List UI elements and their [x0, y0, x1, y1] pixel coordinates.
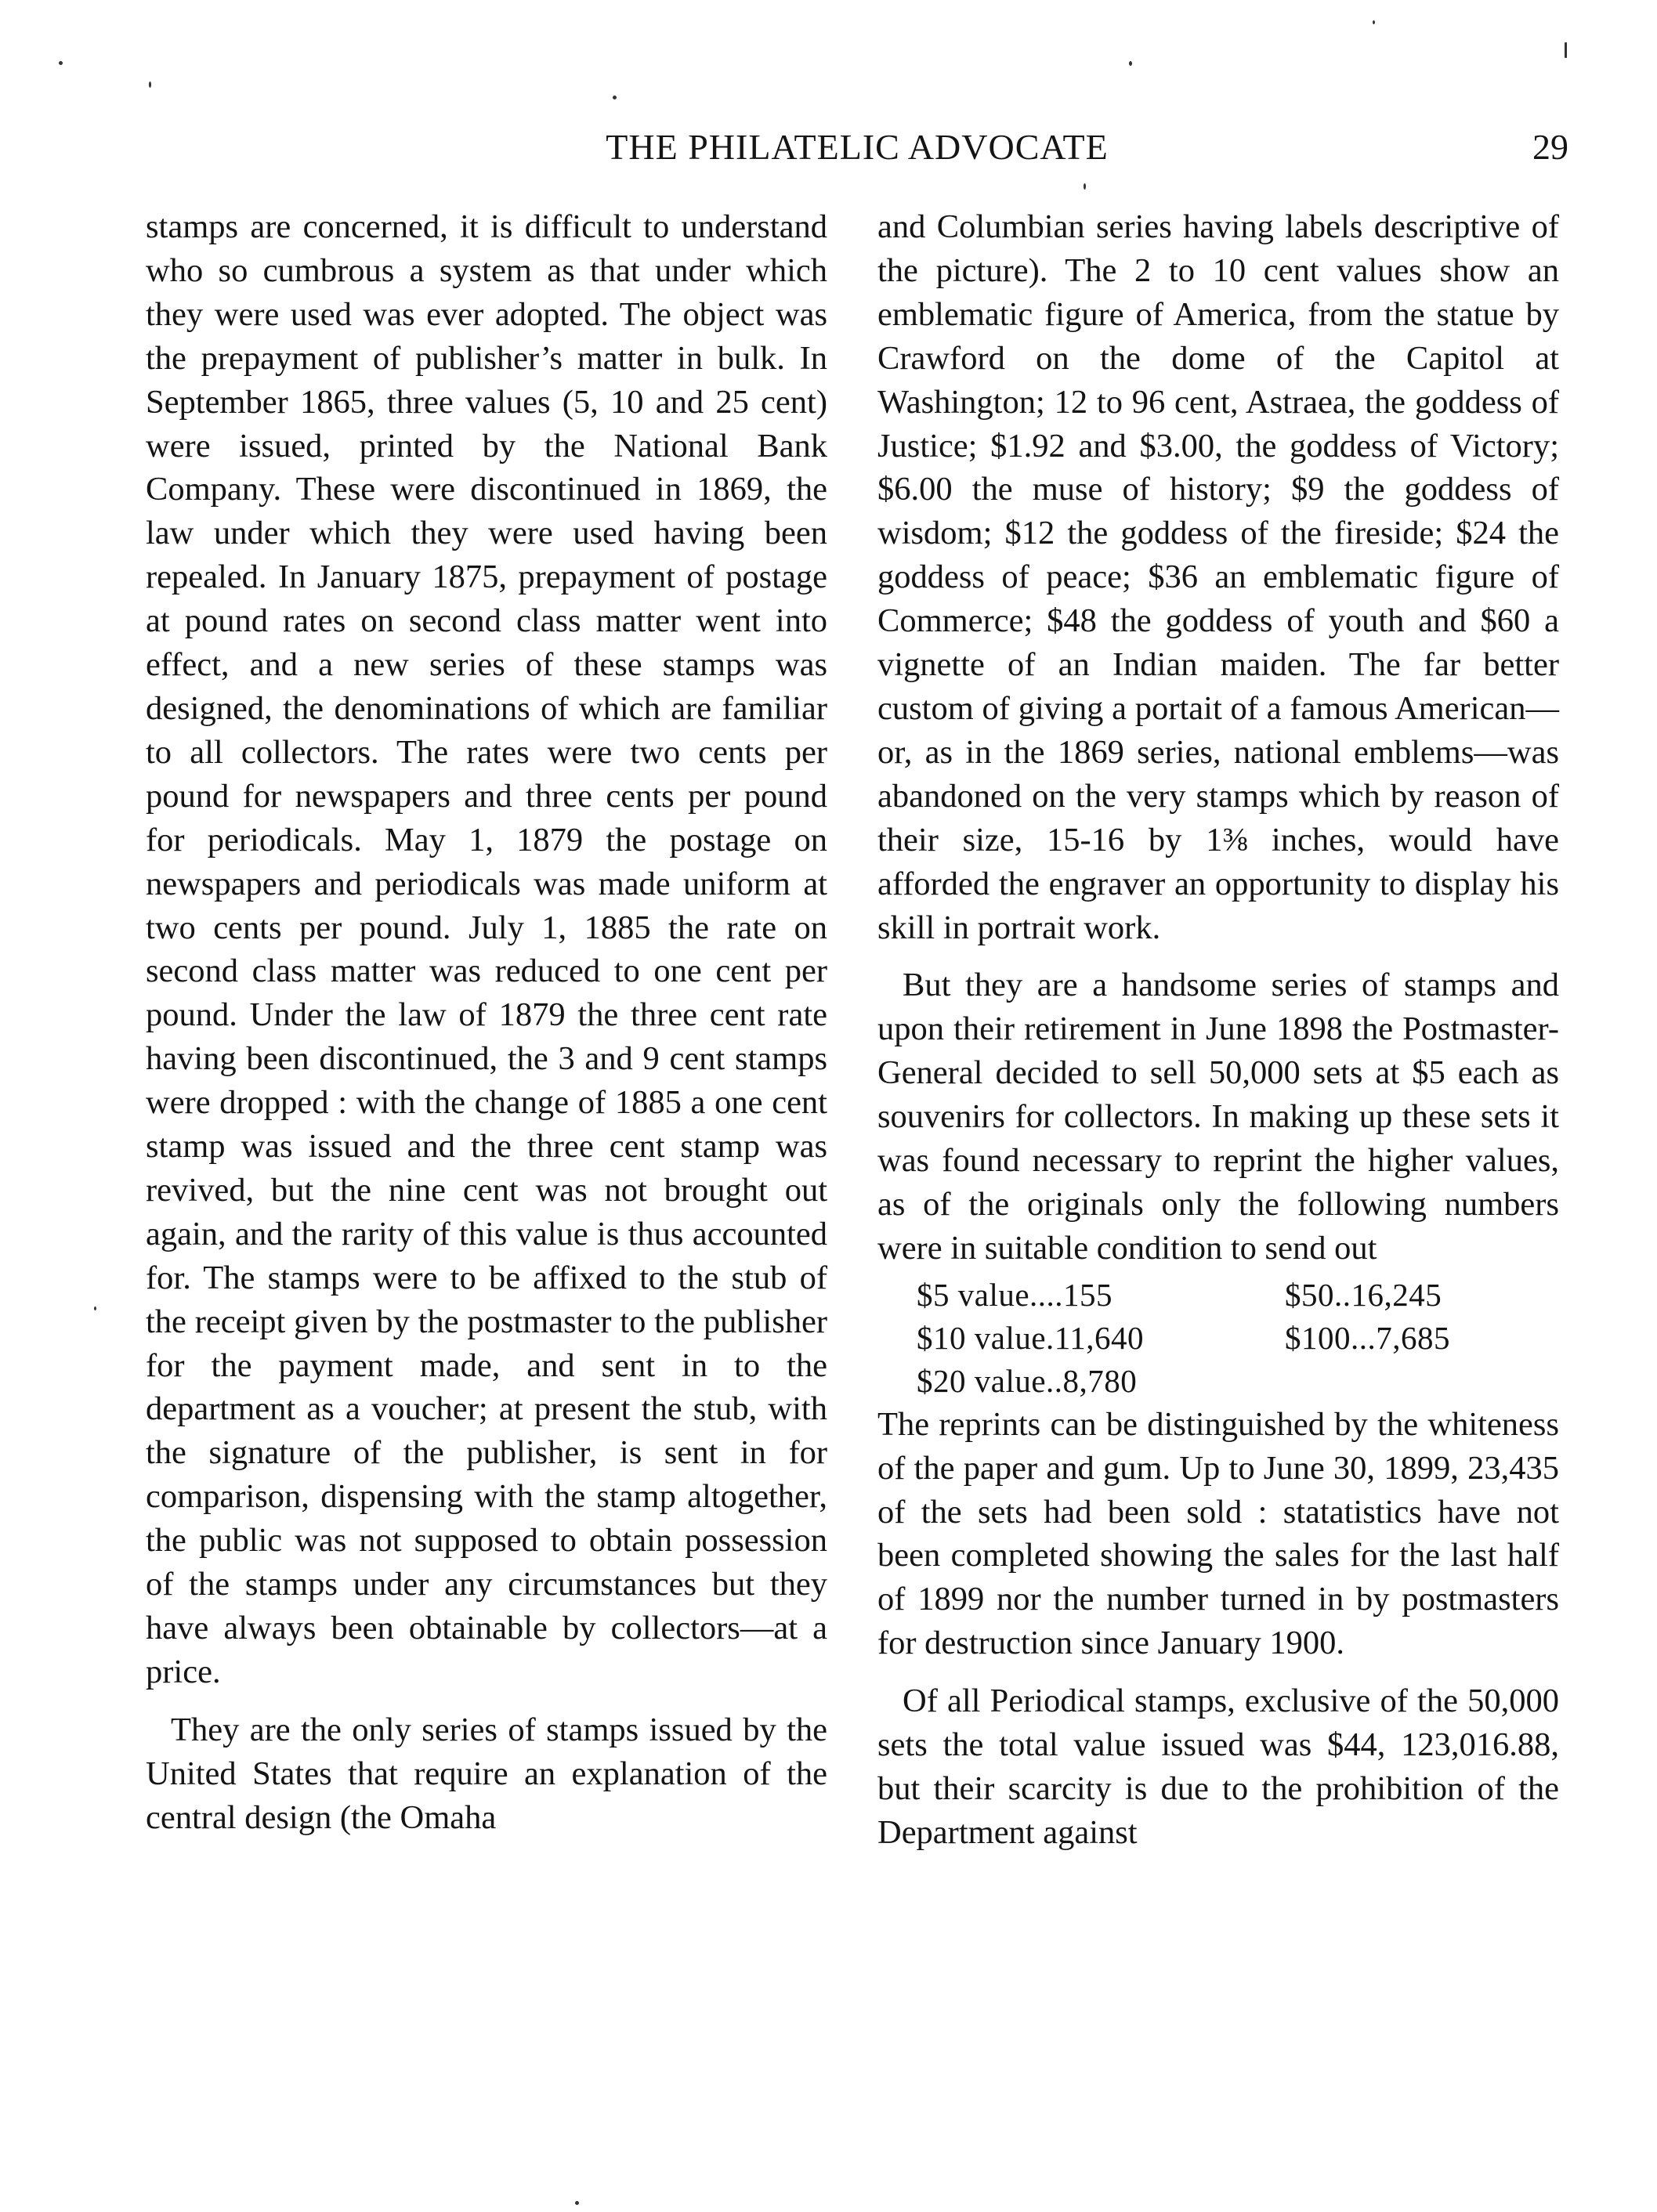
page-number: 29 [1532, 127, 1568, 167]
paragraph: Of all Periodical stamps, exclusive of the 50,000 sets the total value issued was $44, 123,016.88, but their scarcity is due to the prohibition of the Department against [877, 1682, 1559, 1851]
print-speck [1565, 42, 1567, 58]
print-speck [149, 81, 151, 88]
price-row [877, 1317, 1559, 1360]
price-entry: $100...7,685 [1285, 1319, 1450, 1356]
price-entry [1285, 1360, 1559, 1403]
price-entry: $5 value....155 [917, 1276, 1113, 1313]
price-entry: $10 value.11,640 [917, 1319, 1145, 1356]
print-speck [575, 2201, 579, 2205]
price-entry: $20 value..8,780 [917, 1362, 1138, 1399]
reprint-price-table [877, 1274, 1559, 1403]
print-speck [59, 61, 63, 65]
price-row [877, 1274, 1559, 1317]
print-speck [613, 96, 617, 99]
paragraph: The reprints can be distinguished by the whiteness of the paper and gum. Up to June 30, 1899, 23,435 of the sets had been sold : statatistics have not been completed showing the sales for the last half of 1899 nor the number turned in by postmasters for destruction since January 1900. [877, 1405, 1559, 1662]
paragraph: and Columbian series having labels descriptive of the picture). The 2 to 10 cent values show an emblematic figure of America, from the statue by Crawford on the dome of the Capitol at Washington; 12 to 96 cent, Astraea, the goddess of Justice; $1.92 and $3.00, the goddess of Victory; $6.00 the muse of history; $9 the goddess of wisdom; $12 the goddess of the fireside; $24 the goddess of peace; $36 an emblematic figure of Commerce; $48 the goddess of youth and $60 a vignette of an Indian maiden. The far better custom of giving a portait of a famous American—or, as in the 1869 series, national emblems—was abandoned on the very stamps which by reason of their size, 15-16 by 1⅜ inches, would have afforded the engraver an opportunity to display his skill in portrait work. [877, 208, 1559, 946]
print-speck [1084, 183, 1086, 190]
paragraph: But they are a handsome series of stamps and upon their retirement in June 1898 the Postmaster-General decided to sell 50,000 sets at $5 each as souvenirs for collectors. In making up these sets it was found necessary to reprint the higher values, as of the originals only the following numbers were in suitable condition to send out [877, 967, 1559, 1267]
price-entry: $50..16,245 [1285, 1276, 1442, 1313]
paragraph: stamps are concerned, it is difficult to understand who so cumbrous a system as that under which they were used was ever adopted. The object was the prepayment of publisher’s matter in bulk. In September 1865, three values (5, 10 and 25 cent) were issued, printed by the National Bank Company. These were discontinued in 1869, the law under which they were used having been repealed. In January 1875, prepayment of postage at pound rates on second class matter went into effect, and a new series of these stamps was designed, the denominations of which are familiar to all collectors. The rates were two cents per pound for newspapers and three cents per pound for periodicals. May 1, 1879 the postage on newspapers and periodicals was made uniform at two cents per pound. July 1, 1885 the rate on second class matter was reduced to one cent per pound. Under the law of 1879 the three cent rate having been discontinued, the 3 and 9 cent stamps were dropped : with the change of 1885 a one cent stamp was issued and the three cent stamp was revived, but the nine cent was not brought out again, and the rarity of this value is thus accounted for. The stamps were to be affixed to the stub of the receipt given by the postmaster to the publisher for the payment made, and sent in to the department as a voucher; at present the stub, with the signature of the publisher, is sent in for comparison, dispensing with the stamp altogether, the public was not supposed to obtain possession of the stamps under any circumstances but they have always been obtainable by collectors—at a price. [146, 208, 827, 1690]
print-speck [1129, 61, 1132, 66]
page-header [146, 116, 1568, 179]
right-column [877, 205, 1559, 1855]
print-speck [1373, 20, 1375, 24]
paragraph: They are the only series of stamps issued by the United States that require an explanation of the central design (the Omaha [146, 1711, 827, 1836]
print-speck [94, 1307, 96, 1310]
running-title: THE PHILATELIC ADVOCATE [606, 127, 1109, 167]
left-column [146, 205, 827, 1840]
price-row [877, 1360, 1559, 1403]
